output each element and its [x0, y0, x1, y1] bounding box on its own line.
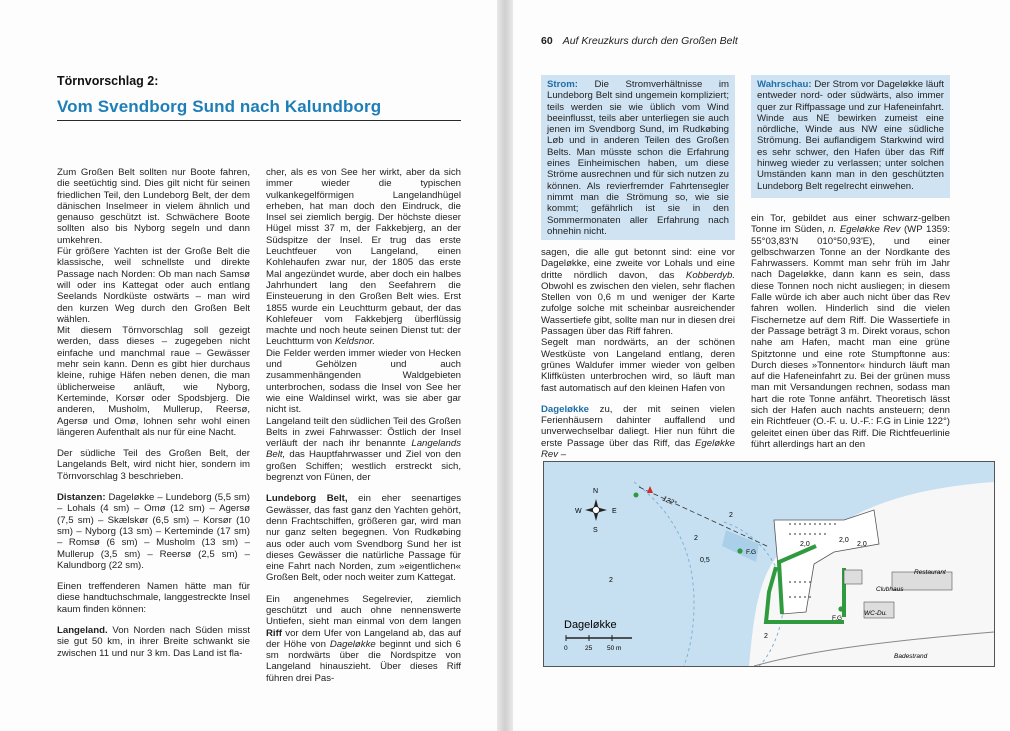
depth-label: 2: [729, 512, 733, 519]
distances-label: Distanzen:: [57, 492, 106, 504]
paragraph: cher, als es von See her wirkt, aber da sich immer wieder die typischen vulkankegelförmigen Langelandhügel erheben, hat man doch den Eindruck, die Insel sei ziemlich bergig. Der höchste dieser Hügel misst 37 m, der Fakkebjerg, an der Südspitze der Insel. Er trug das erste Leuchtfeuer von Langeland, einen Kohlehaufen zwar nur, der 1805 das erste Mal angezündet wurde, aber doch ein halbes Jahrhundert lang den Seefahrern die Einsteuerung in den Großen Belt wies. Erst 1855 wurde ein Leuchtturm gebaut, der das Kohlefeuer vom Fakkebjerg überflüssig machte und noch heute seinen Dienst tut: der Leuchtturm von Keldsnor.: [266, 167, 461, 348]
paragraph: Zum Großen Belt sollten nur Boote fahren, die seetüchtig sind. Dies gilt nicht für seinen friedlichen Teil, den Lundeborg Belt, der dem dänischen Inselmeer in vielem ähnlich und genauso geschützt ist. Schwächere Boote sollten also bis Nyborg segeln und dann umkehren.: [57, 167, 250, 246]
paragraph: sagen, die alle gut betonnt sind: eine vor Dageløkke, eine zweite vor Lohals und eine dritte nördlich davon, das Kobberdyb. Obwohl es zwischen den vielen, sehr flachen Stellen von 0,6 m und weniger der Karte zufolge solche mit scheinbar ausreichender Wassertiefe gibt, sollte man nur in diesen drei Passagen über das Riff fahren.: [541, 247, 735, 338]
page-title: Vom Svendborg Sund nach Kalundborg: [57, 97, 382, 116]
scale-label: 0: [564, 645, 568, 652]
light-green: [737, 548, 742, 553]
buoy-icon: [634, 493, 639, 498]
paragraph: Mit diesem Törnvorschlag soll gezeigt werden, dass dieses – zugegeben nicht einfache und manchmal raue – Gewässer mehr sein kann. Denn es gibt hier durchaus kleine, ruhige Häfen neben denen, die man üblicherweise anläuft, wie Nyborg, Kerteminde, Korsør oder Spodsbjerg. Die anderen, Musholm, Mullerup, Reersø, Agersø und Omø, lohnen sehr wohl einen längeren Aufenthalt als nur für eine Nacht.: [57, 325, 250, 438]
running-title: Auf Kreuzkurs durch den Großen Belt: [562, 35, 738, 47]
clubhaus-label: Clubhaus: [876, 586, 904, 593]
depth-label: 2,0: [800, 541, 810, 548]
text-column-2: [266, 167, 461, 694]
map-title: Dageløkke: [564, 619, 617, 631]
page-number: 60: [541, 35, 553, 47]
depth-label: 2,0: [857, 541, 867, 548]
text-column-1: [57, 167, 250, 669]
paragraph: Dageløkke zu, der mit seinen vielen Ferienhäusern dahinter auffallend und unverwechselbar daliegt. Hier nun führt die erste Passage über das Riff, das Egeløkke Rev –: [541, 403, 735, 461]
section-label: Törnvorschlag 2:: [57, 74, 159, 88]
depth-label: 2,0: [839, 537, 849, 544]
paragraph: Langeland. Von Norden nach Süden misst sie gut 50 km, in ihrer Breite schwankt sie zwischen 11 und nur 3 km. Das Land ist fla-: [57, 624, 250, 659]
right-page: [513, 0, 1010, 731]
running-header: [541, 35, 738, 47]
light-green: [838, 606, 843, 611]
depth-label: 2: [694, 535, 698, 542]
harbour-map: [543, 461, 995, 667]
wc-label: WC-Du.: [864, 610, 888, 617]
paragraph: ein Tor, gebildet aus einer schwarz-gelben Tonne im Süden, n. Egeløkke Rev (WP 1359: 55°03,83'N 010°50,93'E), und einer gelbschwarzen Tonne an der Nordkante des Fahrwassers. Kommt man sehr früh im Jahr nach Dageløkke, dann kann es sein, dass diese Tonnen noch nicht ausliegen; in diesem Falle würde ich aber auch nicht über das Rev fahren wollen. Hinderlich sind die vielen Fischernetze auf dem Riff. Die Wassertiefe in der Passage beträgt 3 m. Direkt voraus, schon nahe am Hafen, macht man eine grüne Spitztonne und eine rote Stumpftonne aus: Durch dieses »Tonnentor« hindurch läuft man auf die Hafeneinfahrt zu. Bei der grünen muss man mit Versandungen rechnen, sodass man hart die rote Tonne anfährt. Theoretisch lässt sich der Hafen auch nachts ansteuern; denn ein Richtfeuer (O.-F. u. U.-F.: F.G in Linie 122°) geleitet einen über das Riff. Die Richtfeuerlinie führt allerdings hart an den: [751, 213, 951, 450]
paragraph: Langeland teilt den südlichen Teil des Großen Belts in zwei Fahrwasser: Östlich der Insel verläuft der nach ihr benannte Langelands Belt, das Hauptfahrwasser und Ziel von den großen Schiffen; westlich erstreckt sich, begrenzt von Fünen, der: [266, 415, 461, 484]
strom-info-box: Strom: Die Stromverhältnisse im Lundeborg Belt sind ungemein kompliziert; teils werden sie wie üblich vom Wind beeinflusst, teils aber unterliegen sie auch jenen im Svendborg Sund, im Rudkøbing Løb und in anderen Teilen des Großen Belts. Man müsste schon die Erfahrung eines Einheimischen haben, um diese Ströme ausrechnen und für sich nutzen zu können. Als revierfremder Fahrtensegler nimmt man die Strömung so, wie sie kommt; gefährlich ist sie in den Sommermonaten aller Erfahrung nach ohnehin nicht.: [541, 75, 735, 240]
term-label: Lundeborg Belt,: [266, 493, 348, 505]
text-column-3: [541, 247, 735, 470]
term-label: Langeland.: [57, 624, 108, 636]
harbour-map-svg: [544, 462, 994, 666]
box-label: Strom:: [547, 79, 578, 90]
distances-paragraph: [57, 492, 250, 571]
paragraph: Ein angenehmes Segelrevier, ziemlich geschützt und auch ohne nennenswerte Untiefen, sieht man einmal von dem langen Riff vor dem Ufer von Langeland ab, das auf der Höhe von Dageløkke beginnt und sich 6 sm nordwärts über die Nordspitze von Langeland hinauszieht. Über dieses Riff führen drei Pas-: [266, 593, 461, 684]
compass-w: W: [575, 508, 582, 515]
light-label: F.G: [832, 615, 843, 622]
paragraph: Der südliche Teil des Großen Belt, der Langelands Belt, wird nicht hier, sondern im Törnvorschlag 3 beschrieben.: [57, 448, 250, 482]
compass-n: N: [593, 488, 599, 495]
compass-s: S: [593, 527, 598, 534]
scale-label: 25: [585, 645, 593, 652]
title-rule: [57, 120, 461, 121]
compass-e: E: [612, 508, 617, 515]
distances-text: Dageløkke – Lundeborg (5,5 sm) – Lohals (4 sm) – Omø (12 sm) – Agersø (7,5 sm) – Skælskør (6,5 sm) – Korsør (10 sm) – Nyborg (13 sm) – Kerteminde (17 sm) – Romsø (6 sm) – Musholm (13 sm) – Mullerup (3,5 sm) – Reersø (2,5 sm) – Kalundborg (22 sm).: [57, 492, 250, 571]
warning-info-box: Wahrschau: Der Strom vor Dageløkke läuft entweder nord- oder südwärts, also immer quer zur Riffpassage und zur Hafeneinfahrt. Winde aus NE bewirken zumeist eine nördliche, Winde aus NW eine südliche Strömung. Bei auflandigem Starkwind wird es sehr schwer, den Hafen über das Riff hinweg wieder zu verlassen; unter solchen Umständen kann man in den geschützten Lundeborg Belt regelrecht einwehen.: [751, 75, 950, 198]
depth-label: 0,5: [700, 557, 710, 564]
paragraph: Die Felder werden immer wieder von Hecken und Gehölzen und auch zusammenhängenden Waldgebieten unterbrochen, sodass die Insel von See her wie eine Waldinsel wirkt, was sie aber gar nicht ist.: [266, 347, 461, 416]
bearing-label: 122°: [661, 495, 678, 508]
scale-label: 50 m: [607, 645, 622, 652]
box-label: Wahrschau:: [757, 79, 812, 90]
badestrand-label: Badestrand: [894, 653, 928, 660]
depth-label: 2: [764, 633, 768, 640]
light-label: F.G: [746, 549, 757, 556]
restaurant-label: Restaurant: [914, 569, 946, 576]
depth-label: 2: [609, 577, 613, 584]
paragraph: Segelt man nordwärts, an der schönen Westküste von Langeland entlang, deren grünes Waldufer immer wieder von gelben Kliffküsten unterbrochen wird, so läuft man fast automatisch auf den kleinen Hafen von: [541, 337, 735, 394]
paragraph: Einen treffenderen Namen hätte man für diese handtuchschmale, langgestreckte Insel kaum finden können:: [57, 581, 250, 615]
paragraph: Für größere Yachten ist der Große Belt die klassische, weil schnellste und direkte Passage nach Norden: Ob man nach Samsø will oder ins Kattegat oder auch entlang Seelands Nordküste ostwärts – man wird den kurzen Weg durch den Großen Belt wählen.: [57, 246, 250, 325]
building: [844, 570, 862, 584]
text-column-4: [751, 213, 950, 460]
left-page: [0, 0, 497, 731]
book-gutter: [497, 0, 513, 731]
place-label: Dageløkke: [541, 403, 589, 415]
paragraph: Lundeborg Belt, ein eher seenartiges Gewässer, das fast ganz den Yachten gehört, denn Frachtschiffen, größeren gar, wird man nur ganz selten begegnen. Von Rudkøbing aus oder auch vom Svendborg Sund her ist dieses Gewässer die natürliche Passage für eine Fahrt nach Norden, zum »eigentlichen« Großen Belt, oder noch weiter zum Kattegat.: [266, 493, 462, 584]
